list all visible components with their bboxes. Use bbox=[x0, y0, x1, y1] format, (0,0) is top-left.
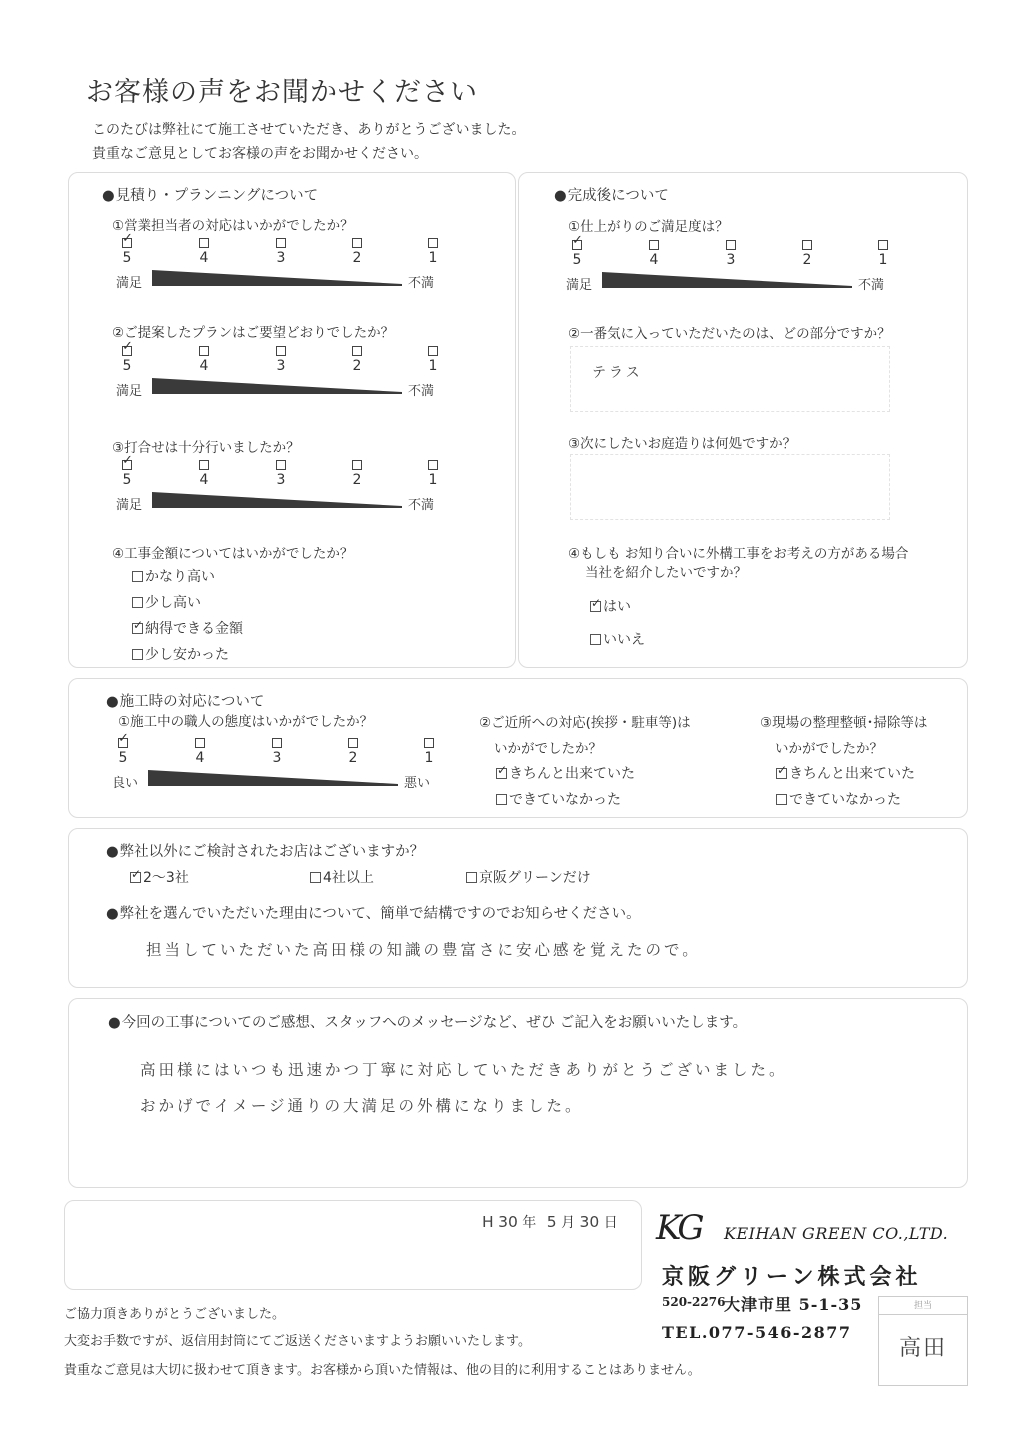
option-label: できていなかった bbox=[509, 792, 621, 808]
checkbox-icon bbox=[132, 649, 143, 660]
construction-q1-text: ①施工中の職人の態度はいかがでしたか？ bbox=[118, 714, 374, 730]
checkbox-checked-icon[interactable] bbox=[122, 238, 132, 248]
option-label: できていなかった bbox=[789, 792, 901, 808]
company-logo-icon: KG bbox=[656, 1208, 701, 1248]
scale-number: 5 bbox=[122, 358, 132, 374]
after-q1-scale bbox=[566, 240, 892, 296]
footer-line-3: 貴重なご意見は大切に扱わせて頂きます。お客様から頂いた情報は、他の目的に利用することはありません。 bbox=[64, 1363, 701, 1378]
scale-wedge bbox=[148, 770, 398, 786]
scale-number: 3 bbox=[272, 750, 282, 766]
option-label: 4社以上 bbox=[323, 870, 374, 886]
scale-number: 2 bbox=[802, 252, 812, 268]
construction-q3-option-1[interactable] bbox=[776, 763, 915, 783]
scale-number: 2 bbox=[352, 358, 362, 374]
staff-name: 高田 bbox=[898, 1336, 947, 1361]
checkbox-icon[interactable] bbox=[272, 738, 282, 748]
checkbox-checked-icon[interactable] bbox=[122, 346, 132, 356]
company-postal: 520-2276 bbox=[662, 1295, 726, 1309]
scale-number: 1 bbox=[428, 472, 438, 488]
after-q2-answer: テラス bbox=[592, 365, 643, 381]
date-day: 30 bbox=[579, 1213, 600, 1231]
scale-number: 4 bbox=[195, 750, 205, 766]
scale-wedge-shape bbox=[152, 378, 402, 394]
construction-q2-option-2[interactable] bbox=[496, 789, 621, 809]
scale-wedge bbox=[602, 272, 852, 288]
scale-low-label: 満足 bbox=[566, 278, 593, 293]
checkbox-icon bbox=[132, 597, 143, 608]
company-name: 京阪グリーン株式会社 bbox=[662, 1264, 922, 1290]
checkbox-checked-icon bbox=[130, 872, 141, 883]
after-q2-text: ②一番気に入っていただいたのは、どの部分ですか？ bbox=[568, 326, 891, 342]
construction-q2-option-1[interactable] bbox=[496, 763, 635, 783]
checkbox-icon[interactable] bbox=[352, 460, 362, 470]
date-month-unit: 月 bbox=[561, 1215, 576, 1231]
option-label: きちんと出来ていた bbox=[509, 766, 635, 782]
other-stores-option-1[interactable] bbox=[130, 867, 189, 887]
estimate-q4-option-3[interactable] bbox=[132, 618, 243, 638]
checkbox-icon[interactable] bbox=[428, 460, 438, 470]
intro-line-2: 貴重なご意見としてお客様の声をお聞かせください。 bbox=[92, 146, 428, 162]
checkbox-checked-icon bbox=[132, 623, 143, 634]
construction-q2-text-line-1: ②ご近所への対応(挨拶・駐車等)は bbox=[479, 715, 691, 731]
message-line-2: おかげでイメージ通りの大満足の外構になりました。 bbox=[140, 1097, 584, 1115]
option-label: 少し高い bbox=[145, 595, 201, 611]
estimate-q1-scale bbox=[116, 238, 442, 294]
scale-wedge-shape bbox=[148, 770, 398, 786]
estimate-q1-text: ①営業担当者の対応はいかがでしたか？ bbox=[112, 218, 354, 234]
scale-low-label: 良い bbox=[112, 776, 139, 791]
scale-number: 2 bbox=[352, 250, 362, 266]
scale-high-label: 不満 bbox=[408, 498, 435, 513]
after-q4-option-yes[interactable] bbox=[590, 596, 631, 616]
checkbox-icon bbox=[590, 634, 601, 645]
scale-number: 4 bbox=[649, 252, 659, 268]
date-era: H bbox=[482, 1213, 494, 1231]
checkbox-icon[interactable] bbox=[276, 460, 286, 470]
footer-line-1: ご協力頂きありがとうございました。 bbox=[64, 1307, 286, 1322]
scale-wedge-shape bbox=[602, 272, 852, 288]
checkbox-checked-icon bbox=[590, 601, 601, 612]
checkbox-icon bbox=[496, 794, 507, 805]
construction-q3-text-line-1: ③現場の整理整頓･掃除等は bbox=[760, 715, 928, 731]
page-title: お客様の声をお聞かせください bbox=[86, 77, 478, 108]
checkbox-icon[interactable] bbox=[726, 240, 736, 250]
other-stores-option-3[interactable] bbox=[466, 867, 591, 887]
checkbox-icon[interactable] bbox=[195, 738, 205, 748]
scale-low-label: 満足 bbox=[116, 384, 143, 399]
checkbox-checked-icon[interactable] bbox=[572, 240, 582, 250]
construction-q1-scale bbox=[112, 738, 438, 794]
checkbox-icon[interactable] bbox=[199, 460, 209, 470]
after-q3-text: ③次にしたいお庭造りは何処ですか？ bbox=[568, 436, 797, 452]
after-q4-option-no[interactable] bbox=[590, 629, 645, 649]
scale-wedge-shape bbox=[152, 270, 402, 286]
checkbox-checked-icon bbox=[776, 768, 787, 779]
checkbox-icon bbox=[466, 872, 477, 883]
estimate-q2-text: ②ご提案したプランはご要望どおりでしたか？ bbox=[112, 325, 395, 341]
scale-number: 3 bbox=[276, 472, 286, 488]
option-label: 少し安かった bbox=[145, 647, 229, 663]
after-q4-text-line-1: ④もしも お知り合いに外構工事をお考えの方がある場合 bbox=[568, 546, 909, 562]
checkbox-icon[interactable] bbox=[428, 238, 438, 248]
scale-number: 1 bbox=[428, 358, 438, 374]
estimate-q2-scale bbox=[116, 346, 442, 402]
scale-high-label: 不満 bbox=[408, 276, 435, 291]
scale-high-label: 不満 bbox=[408, 384, 435, 399]
checkbox-icon[interactable] bbox=[428, 346, 438, 356]
checkbox-icon bbox=[310, 872, 321, 883]
scale-number: 1 bbox=[424, 750, 434, 766]
scale-wedge bbox=[152, 378, 402, 394]
checkbox-icon[interactable] bbox=[352, 346, 362, 356]
scale-wedge bbox=[152, 270, 402, 286]
other-stores-option-2[interactable] bbox=[310, 867, 374, 887]
staff-label: 担当 bbox=[879, 1297, 967, 1315]
scale-wedge bbox=[152, 492, 402, 508]
estimate-q3-text: ③打合せは十分行いましたか？ bbox=[112, 440, 300, 456]
estimate-q4-option-1[interactable] bbox=[132, 566, 215, 586]
scale-number: 4 bbox=[199, 250, 209, 266]
checkbox-icon[interactable] bbox=[199, 238, 209, 248]
scale-number: 1 bbox=[878, 252, 888, 268]
option-label: 京阪グリーンだけ bbox=[479, 870, 591, 886]
checkbox-icon[interactable] bbox=[199, 346, 209, 356]
checkbox-icon[interactable] bbox=[276, 346, 286, 356]
staff-box bbox=[878, 1296, 968, 1386]
scale-number: 4 bbox=[199, 472, 209, 488]
message-heading: ● 今回の工事についてのご感想、スタッフへのメッセージなど、ぜひ ご記入をお願いいたします。 bbox=[108, 1011, 747, 1032]
option-label: かなり高い bbox=[145, 569, 215, 585]
scale-low-label: 満足 bbox=[116, 276, 143, 291]
checkbox-icon[interactable] bbox=[424, 738, 434, 748]
scale-wedge-shape bbox=[152, 492, 402, 508]
reason-answer: 担当していただいた高田様の知識の豊富さに安心感を覚えたので。 bbox=[146, 941, 701, 959]
scale-low-label: 満足 bbox=[116, 498, 143, 513]
checkbox-icon bbox=[776, 794, 787, 805]
scale-number: 2 bbox=[348, 750, 358, 766]
construction-q2-text-line-2: いかがでしたか？ bbox=[494, 741, 602, 757]
scale-number: 5 bbox=[122, 472, 132, 488]
construction-q3-option-2[interactable] bbox=[776, 789, 901, 809]
after-heading: ● 完成後について bbox=[554, 184, 669, 205]
estimate-q4-option-2[interactable] bbox=[132, 592, 201, 612]
checkbox-icon[interactable] bbox=[802, 240, 812, 250]
construction-heading: ● 施工時の対応について bbox=[106, 690, 264, 711]
estimate-q3-scale bbox=[116, 460, 442, 516]
checkbox-checked-icon[interactable] bbox=[122, 460, 132, 470]
message-line-1: 高田様にはいつも迅速かつ丁寧に対応していただきありがとうございました。 bbox=[140, 1061, 788, 1079]
company-english-name: KEIHAN GREEN CO.,LTD. bbox=[724, 1224, 949, 1243]
scale-number: 5 bbox=[572, 252, 582, 268]
estimate-heading: ● 見積り・プランニングについて bbox=[102, 184, 318, 205]
date-year: 30 bbox=[498, 1213, 518, 1231]
checkbox-icon[interactable] bbox=[348, 738, 358, 748]
checkbox-icon[interactable] bbox=[649, 240, 659, 250]
estimate-q4-option-4[interactable] bbox=[132, 644, 229, 664]
date-field bbox=[482, 1212, 618, 1232]
scale-number: 4 bbox=[199, 358, 209, 374]
option-label: はい bbox=[603, 599, 631, 615]
company-address: 大津市里 5-1-35 bbox=[724, 1295, 863, 1314]
checkbox-icon[interactable] bbox=[352, 238, 362, 248]
scale-number: 3 bbox=[726, 252, 736, 268]
checkbox-icon[interactable] bbox=[276, 238, 286, 248]
option-label: 2～3社 bbox=[143, 870, 189, 886]
estimate-q4-text: ④工事金額についてはいかがでしたか？ bbox=[112, 546, 354, 562]
option-label: 納得できる金額 bbox=[145, 621, 243, 637]
date-day-unit: 日 bbox=[603, 1215, 618, 1231]
after-q4-text-line-2: 当社を紹介したいですか？ bbox=[585, 565, 747, 581]
other-stores-heading: ● 弊社以外にご検討されたお店はございますか？ bbox=[106, 840, 424, 861]
option-label: きちんと出来ていた bbox=[789, 766, 915, 782]
scale-high-label: 悪い bbox=[404, 776, 431, 791]
checkbox-checked-icon bbox=[496, 768, 507, 779]
scale-number: 2 bbox=[352, 472, 362, 488]
checkbox-checked-icon[interactable] bbox=[118, 738, 128, 748]
after-q1-text: ①仕上がりのご満足度は？ bbox=[568, 219, 729, 235]
footer-line-2: 大変お手数ですが、返信用封筒にてご返送くださいますようお願いいたします。 bbox=[64, 1334, 531, 1349]
option-label: いいえ bbox=[603, 632, 645, 648]
after-q3-answer-box[interactable] bbox=[570, 454, 890, 520]
company-tel: TEL.077-546-2877 bbox=[662, 1323, 852, 1342]
checkbox-icon[interactable] bbox=[878, 240, 888, 250]
scale-number: 5 bbox=[118, 750, 128, 766]
intro-line-1: このたびは弊社にて施工させていただき、ありがとうございました。 bbox=[92, 122, 526, 138]
scale-high-label: 不満 bbox=[858, 278, 885, 293]
scale-number: 5 bbox=[122, 250, 132, 266]
date-year-unit: 年 bbox=[522, 1215, 537, 1231]
scale-number: 3 bbox=[276, 358, 286, 374]
reason-heading: ● 弊社を選んでいただいた理由について、簡単で結構ですのでお知らせください。 bbox=[106, 902, 641, 923]
construction-q3-text-line-2: いかがでしたか？ bbox=[775, 741, 883, 757]
date-month: 5 bbox=[546, 1213, 557, 1231]
scale-number: 3 bbox=[276, 250, 286, 266]
scale-number: 1 bbox=[428, 250, 438, 266]
checkbox-icon bbox=[132, 571, 143, 582]
